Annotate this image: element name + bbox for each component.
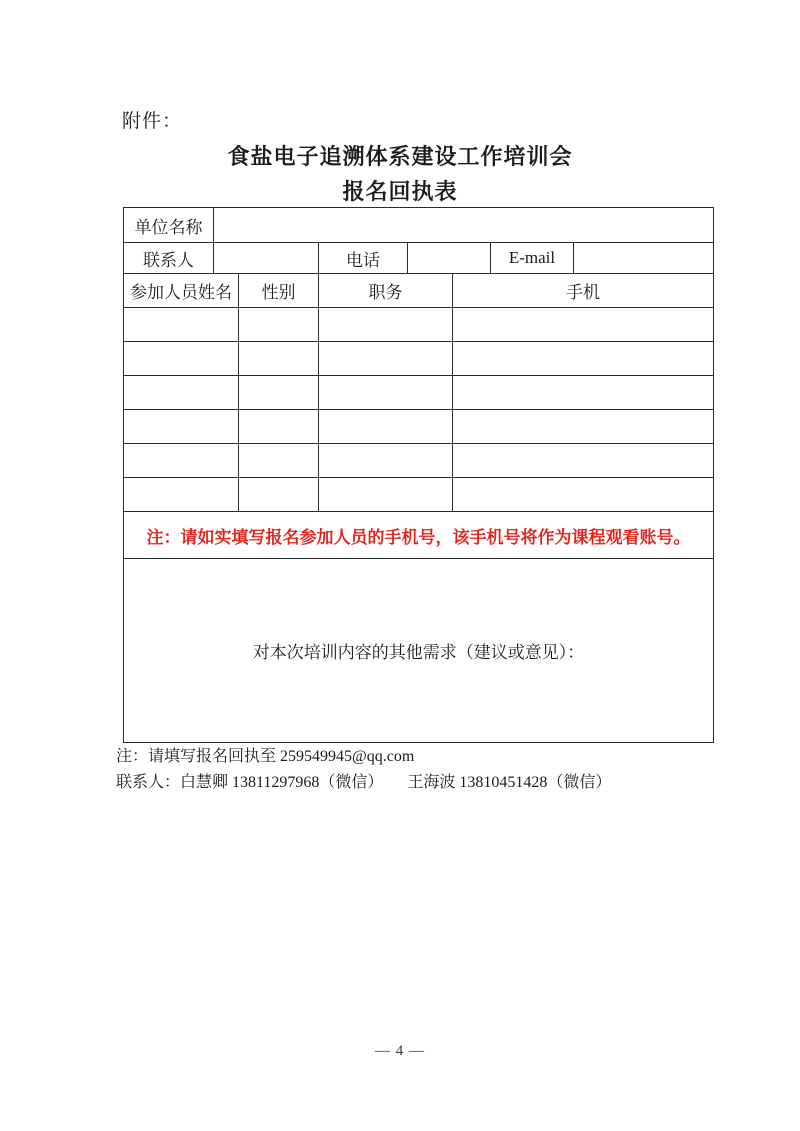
person-cell-empty [124, 376, 239, 410]
person-cell-empty [124, 342, 239, 376]
unit-name-value-cell [214, 208, 714, 243]
suggestion-cell: 对本次培训内容的其他需求（建议或意见）： [124, 559, 714, 743]
red-note-text: 注：请如实填写报名参加人员的手机号，该手机号将作为课程观看账号。 [124, 512, 714, 559]
person-cell-empty [319, 342, 453, 376]
unit-name-label: 单位名称 [124, 208, 214, 243]
page-subtitle: 报名回执表 [342, 179, 458, 204]
person-cell-empty [239, 410, 319, 444]
person-rows [124, 308, 714, 512]
person-cell-empty [239, 308, 319, 342]
person-row [124, 410, 714, 444]
person-cell-empty [239, 478, 319, 512]
column-header-position: 职务 [319, 274, 453, 308]
person-cell-empty [124, 410, 239, 444]
person-row [124, 478, 714, 512]
red-note-row [124, 512, 714, 559]
suggestion-row [124, 559, 714, 743]
person-cell-empty [453, 444, 714, 478]
email-value-cell [574, 243, 714, 274]
person-cell-empty [453, 376, 714, 410]
form-header-rows [124, 208, 714, 308]
contact-row [124, 243, 714, 274]
page-title: 食盐电子追溯体系建设工作培训会 [227, 144, 573, 169]
person-cell-empty [453, 342, 714, 376]
person-cell-empty [319, 410, 453, 444]
person-cell-empty [453, 478, 714, 512]
person-cell-empty [319, 308, 453, 342]
person-cell-empty [319, 478, 453, 512]
person-row [124, 308, 714, 342]
person-cell-empty [453, 410, 714, 444]
person-cell-empty [453, 308, 714, 342]
page-number: — 4 — [375, 1043, 425, 1059]
column-header-mobile: 手机 [453, 274, 714, 308]
footer-reply-note: 注：请填写报名回执至 259549945@qq.com [116, 748, 415, 765]
unit-name-row [124, 208, 714, 243]
person-row [124, 342, 714, 376]
registration-form-table [123, 207, 714, 743]
attachment-label: 附件： [122, 111, 183, 132]
person-cell-empty [239, 376, 319, 410]
column-header-gender: 性别 [239, 274, 319, 308]
person-cell-empty [124, 308, 239, 342]
person-cell-empty [239, 342, 319, 376]
phone-value-cell [408, 243, 491, 274]
form-bottom-rows [124, 512, 714, 743]
person-row [124, 444, 714, 478]
person-cell-empty [239, 444, 319, 478]
email-label: E-mail [491, 243, 574, 274]
person-cell-empty [124, 478, 239, 512]
column-header-row [124, 274, 714, 308]
person-cell-empty [319, 444, 453, 478]
column-header-name: 参加人员姓名 [124, 274, 239, 308]
person-cell-empty [319, 376, 453, 410]
footer-contacts: 联系人：白慧卿 13811297968（微信） 王海波 13810451428（微信） [116, 774, 612, 791]
person-cell-empty [124, 444, 239, 478]
contact-label: 联系人 [124, 243, 214, 274]
contact-value-cell [214, 243, 319, 274]
person-row [124, 376, 714, 410]
phone-label: 电话 [319, 243, 408, 274]
